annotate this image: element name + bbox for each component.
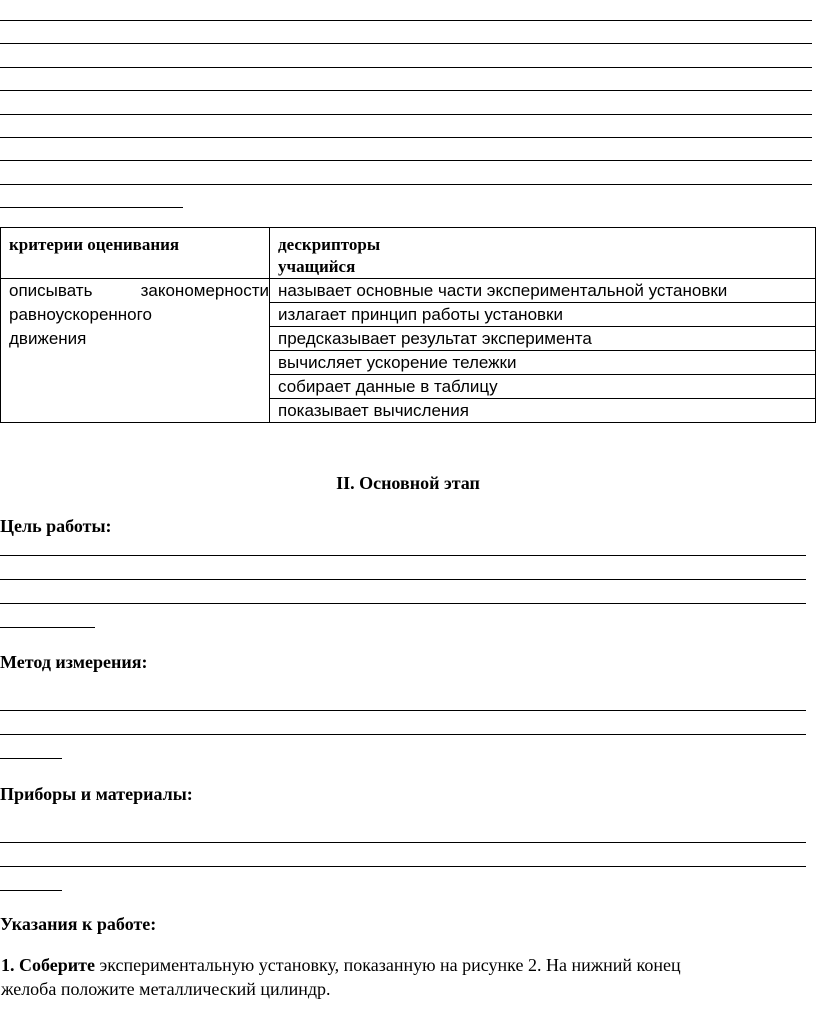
- answer-line: [0, 90, 812, 91]
- step1-number: 1.: [1, 955, 15, 975]
- answer-line: [0, 43, 812, 44]
- descriptor-cell: показывает вычисления: [270, 399, 816, 423]
- answer-line: [0, 67, 812, 68]
- answer-line: [0, 842, 806, 843]
- answer-line: [0, 603, 806, 604]
- header-descriptors-line1: дескрипторы: [278, 235, 381, 254]
- goal-label: Цель работы:: [0, 516, 112, 536]
- descriptor-cell: называет основные части экспериментальной установки: [270, 279, 816, 303]
- answer-line: [0, 866, 806, 867]
- criterion-line3: движения: [9, 329, 87, 348]
- header-descriptors-line2: учащийся: [278, 257, 356, 276]
- answer-line: [0, 20, 812, 21]
- step1-line1: [1, 954, 681, 976]
- step1-verb: Соберите: [19, 955, 95, 975]
- answer-line: [0, 184, 812, 185]
- section-title: II. Основной этап: [336, 473, 480, 493]
- table-header-row: [1, 228, 816, 279]
- descriptor-cell: собирает данные в таблицу: [270, 375, 816, 399]
- answer-line: [0, 579, 806, 580]
- answer-line-short: [0, 207, 183, 208]
- materials-label: Приборы и материалы:: [0, 784, 193, 804]
- criterion-word2: закономерности: [140, 281, 269, 300]
- descriptor-cell: предсказывает результат эксперимента: [270, 327, 816, 351]
- answer-line: [0, 160, 812, 161]
- answer-line: [0, 114, 812, 115]
- answer-line-short: [0, 758, 62, 759]
- criterion-word1: описывать: [9, 281, 93, 300]
- criterion-line1: [9, 279, 269, 303]
- table-row: [1, 279, 816, 303]
- method-label: Метод измерения:: [0, 652, 148, 672]
- instructions-label: Указания к работе:: [0, 914, 157, 934]
- answer-line-short: [0, 890, 62, 891]
- header-descriptors: [270, 228, 816, 279]
- step1-text: экспериментальную установку, показанную на рисунке 2. На нижний конец: [99, 955, 681, 975]
- criterion-cell: [1, 279, 270, 423]
- criteria-table: [0, 227, 816, 423]
- answer-line: [0, 137, 812, 138]
- answer-line: [0, 555, 806, 556]
- descriptor-cell: вычисляет ускорение тележки: [270, 351, 816, 375]
- step1-line2: желоба положите металлический цилиндр.: [1, 979, 331, 999]
- answer-line: [0, 734, 806, 735]
- criterion-line2: равноускоренного: [9, 305, 152, 324]
- answer-line-short: [0, 627, 95, 628]
- answer-line: [0, 710, 806, 711]
- descriptor-cell: излагает принцип работы установки: [270, 303, 816, 327]
- header-criteria: критерии оценивания: [1, 228, 270, 279]
